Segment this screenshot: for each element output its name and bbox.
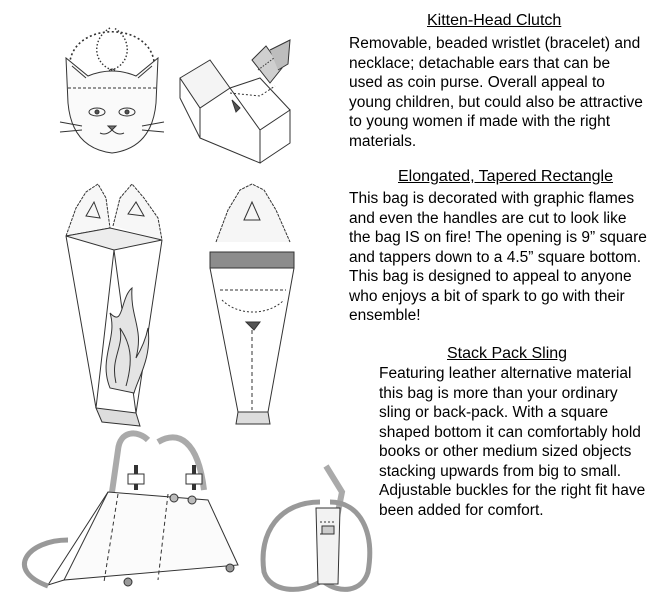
stack-pack-description: Featuring leather alternative material this bag is more than your ordinary sling or back-pack. With a square shaped bottom it can comfortably hold books or other medium sized objects stacking upwards from big to small. Adjustable buckles for the right fit have been added for comfort. (379, 365, 646, 519)
tapered-rectangle-flames-sketch (58, 178, 168, 433)
stack-pack-title: Stack Pack Sling (447, 345, 568, 362)
kitten-clutch-title: Kitten-Head Clutch (427, 12, 562, 29)
stack-pack-front-sketch (8, 430, 250, 595)
tapered-rectangle-description: This bag is decorated with graphic flames and even the handles are cut to look like the bag IS on fire! The opening is 9” square and tappers down to a 4.5” square bottom. This bag is designed to appeal to anyone who enjoys a bit of spark to go with their ensemble! (349, 190, 647, 324)
tapered-rectangle-back-sketch (198, 180, 308, 425)
kitten-clutch-front-sketch (52, 8, 172, 168)
tapered-rectangle-title: Elongated, Tapered Rectangle (398, 168, 613, 185)
kitten-clutch-side-sketch (170, 38, 305, 168)
kitten-clutch-description: Removable, beaded wristlet (bracelet) and necklace; detachable ears that can be used as coin purse. Overall appeal to young children, but could also be attractive to young women if made with the right materials. (349, 35, 643, 150)
stack-pack-back-sketch (250, 462, 380, 597)
